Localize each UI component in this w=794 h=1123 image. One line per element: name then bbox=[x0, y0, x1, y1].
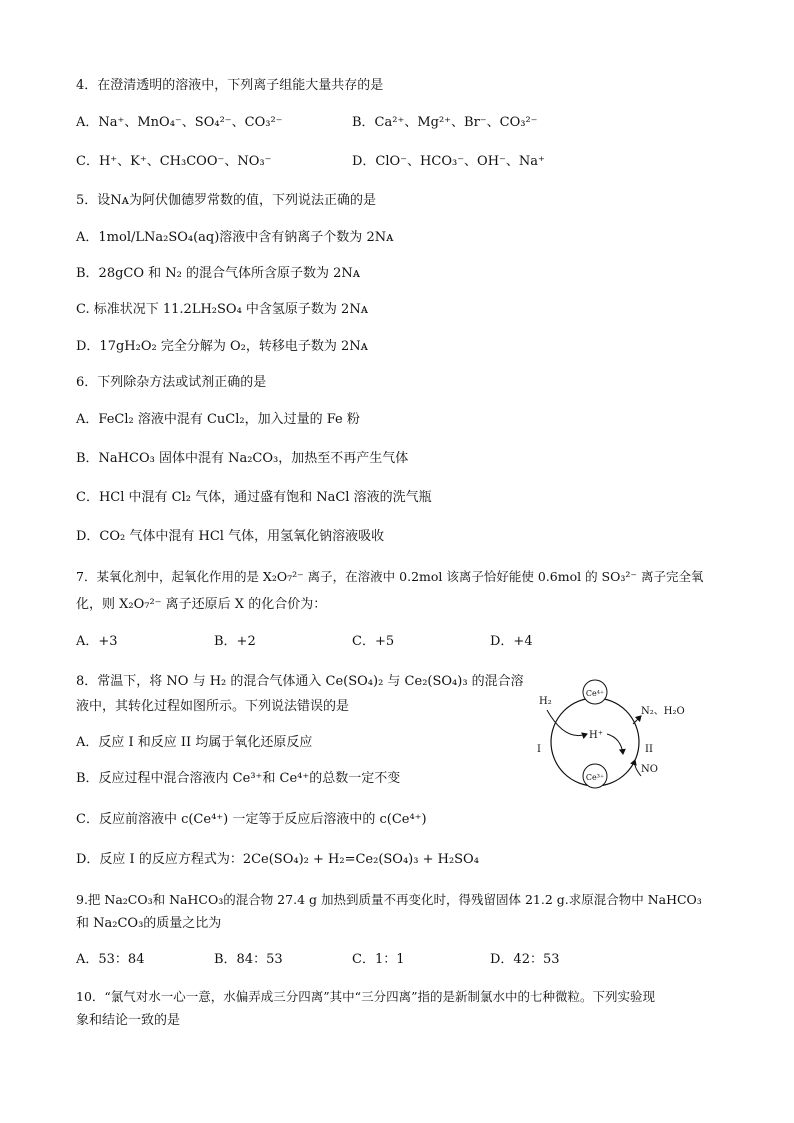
ce-cycle-diagram bbox=[525, 672, 705, 797]
q8-stem-line1: 8．常温下，将 NO 与 H₂ 的混合气体通入 Ce(SO₄)₂ 与 Ce₂(SO₄)₃ 的混合溶 bbox=[76, 674, 524, 689]
q4-stem: 4．在澄清透明的溶液中，下列离子组能大量共存的是 bbox=[76, 78, 384, 93]
q6-option-c: C．HCl 中混有 Cl₂ 气体，通过盛有饱和 NaCl 溶液的洗气瓶 bbox=[76, 490, 432, 505]
q9-option-a: A．53：84 bbox=[76, 952, 145, 967]
ce4-label: Ce⁴⁺ bbox=[585, 689, 605, 698]
q4-option-a: A．Na⁺、MnO₄⁻、SO₄²⁻、CO₃²⁻ bbox=[76, 115, 283, 130]
q7-stem-line1: 7．某氧化剂中，起氧化作用的是 X₂O₇²⁻ 离子，在溶液中 0.2mol 该离子恰好能使 0.6mol 的 SO₃²⁻ 离子完全氧 bbox=[76, 569, 704, 584]
q4-option-b: B．Ca²⁺、Mg²⁺、Br⁻、CO₃²⁻ bbox=[352, 115, 538, 130]
q10-stem-line1: 10．“氯气对水一心一意，水偏弄成三分四离”其中“三分四离”指的是新制氯水中的七种微粒。下列实验现 bbox=[76, 989, 655, 1004]
q6-stem: 6．下列除杂方法或试剂正确的是 bbox=[76, 375, 267, 390]
q7-stem-line2: 化，则 X₂O₇²⁻ 离子还原后 X 的化合价为： bbox=[76, 597, 327, 612]
q6-option-a: A．FeCl₂ 溶液中混有 CuCl₂，加入过量的 Fe 粉 bbox=[76, 412, 360, 427]
q8-option-a: A．反应 I 和反应 II 均属于氧化还原反应 bbox=[76, 735, 313, 750]
q4-option-c: C．H⁺、K⁺、CH₃COO⁻、NO₃⁻ bbox=[76, 154, 272, 169]
q6-option-b: B．NaHCO₃ 固体中混有 Na₂CO₃，加热至不再产生气体 bbox=[76, 451, 409, 466]
q6-option-d: D．CO₂ 气体中混有 HCl 气体，用氢氧化钠溶液吸收 bbox=[76, 529, 385, 544]
q7-option-a: A．+3 bbox=[76, 634, 118, 649]
products-arrow bbox=[633, 716, 641, 724]
hplus-label: H⁺ bbox=[589, 730, 603, 741]
q9-option-c: C．1：1 bbox=[352, 952, 405, 967]
q5-stem: 5．设Nᴀ为阿伏伽德罗常数的值，下列说法正确的是 bbox=[76, 193, 376, 208]
q9-option-b: B．84：53 bbox=[214, 952, 283, 967]
q5-option-a: A．1mol/LNa₂SO₄(aq)溶液中含有钠离子个数为 2Nᴀ bbox=[76, 230, 394, 245]
reaction-1-label: I bbox=[537, 744, 541, 755]
ce3-label: Ce³⁺ bbox=[585, 773, 605, 782]
h2-label: H₂ bbox=[539, 696, 552, 707]
q5-option-d: D．17gH₂O₂ 完全分解为 O₂，转移电子数为 2Nᴀ bbox=[76, 339, 368, 354]
no-label: NO bbox=[641, 764, 658, 775]
q8-stem-line2: 液中，其转化过程如图所示。下列说法错误的是 bbox=[76, 699, 350, 714]
q9-stem-line2: 和 Na₂CO₃的质量之比为 bbox=[76, 916, 222, 931]
q7-option-b: B．+2 bbox=[214, 634, 256, 649]
q7-option-d: D．+4 bbox=[490, 634, 533, 649]
q10-stem-line2: 象和结论一致的是 bbox=[76, 1013, 181, 1028]
q8-option-d: D．反应 I 的反应方程式为：2Ce(SO₄)₂ + H₂=Ce₂(SO₄)₃ + H₂SO₄ bbox=[76, 852, 479, 867]
q5-option-c: C. 标准状况下 11.2LH₂SO₄ 中含氢原子数为 2Nᴀ bbox=[76, 302, 369, 317]
q8-option-b: B．反应过程中混合溶液内 Ce³⁺和 Ce⁴⁺的总数一定不变 bbox=[76, 771, 401, 786]
q9-option-d: D．42：53 bbox=[490, 952, 560, 967]
q4-option-d: D．ClO⁻、HCO₃⁻、OH⁻、Na⁺ bbox=[352, 154, 545, 169]
q5-option-b: B．28gCO 和 N₂ 的混合气体所含原子数为 2Nᴀ bbox=[76, 266, 361, 281]
h2-arrow bbox=[547, 710, 587, 736]
q9-stem-line1: 9.把 Na₂CO₃和 NaHCO₃的混合物 27.4 g 加热到质量不再变化时，得残留固体 21.2 g.求原混合物中 NaHCO₃ bbox=[76, 892, 702, 907]
q8-option-c: C．反应前溶液中 c(Ce⁴⁺) 一定等于反应后溶液中的 c(Ce⁴⁺) bbox=[76, 812, 427, 827]
products-label: N₂、H₂O bbox=[641, 706, 685, 717]
q7-option-c: C．+5 bbox=[352, 634, 395, 649]
hplus-arrow bbox=[607, 734, 623, 754]
reaction-2-label: II bbox=[645, 744, 653, 755]
